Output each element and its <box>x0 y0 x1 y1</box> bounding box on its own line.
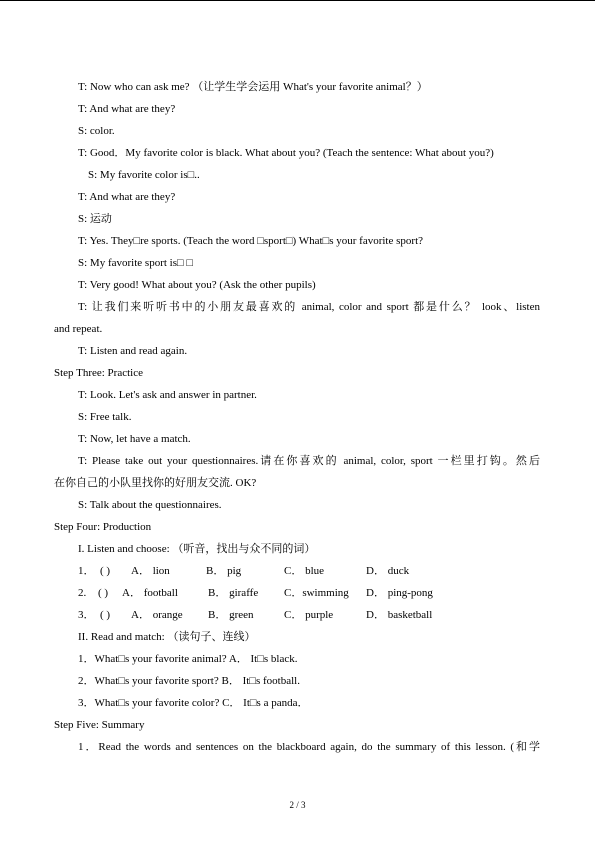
summary-line: 1．Read the words and sentences on the blackboard again, do the summary of this lesson. (和学 <box>78 741 540 753</box>
option-d: D． duck <box>366 565 410 577</box>
option-a: A． orange <box>131 609 183 621</box>
dialogue-line: S: My favorite sport is□ □ <box>78 257 194 269</box>
dialogue-line: T: Very good! What about you? (Ask the other pupils) <box>78 279 316 291</box>
dialogue-line: T: Good．My favorite color is black. What about you? (Teach the sentence: What about you?) <box>78 147 494 159</box>
dialogue-line: T: And what are they? <box>78 191 176 203</box>
dialogue-line: T: Now, let have a match. <box>78 433 191 445</box>
option-c: C． purple <box>284 609 334 621</box>
option-d: D． ping-pong <box>366 587 433 599</box>
option-d: D． basketball <box>366 609 433 621</box>
dialogue-line: T: And what are they? <box>78 103 176 115</box>
top-border-line <box>0 0 595 1</box>
option-b: B． pig <box>206 565 242 577</box>
dialogue-line: S: Talk about the questionnaires. <box>78 499 222 511</box>
dialogue-line: T: Now who can ask me? （让学生学会运用 What's your favorite animal？） <box>78 81 428 93</box>
dialogue-line: T: Please take out your questionnaires.请在你喜欢的 animal, color, sport 一栏里打钩。然后 <box>78 455 540 467</box>
answer-blank: ( ) <box>100 609 111 621</box>
option-b: B． green <box>208 609 254 621</box>
step-heading: Step Five: Summary <box>54 719 145 731</box>
page-number: 2 / 3 <box>289 800 306 810</box>
step-heading: Step Four: Production <box>54 521 152 533</box>
dialogue-line: S: 运动 <box>78 213 112 225</box>
dialogue-line: S: Free talk. <box>78 411 132 423</box>
question-number: 1． <box>78 565 95 577</box>
option-a: A． football <box>122 587 178 599</box>
match-item: 3．What□s your favorite color? C． It□s a panda． <box>78 697 309 709</box>
option-c: C． blue <box>284 565 325 577</box>
question-number: 2. <box>78 587 87 599</box>
dialogue-line: S: color. <box>78 125 115 137</box>
dialogue-line: T: Yes. They□re sports. (Teach the word □sport□) What□s your favorite sport? <box>78 235 424 247</box>
exercise-heading: I. Listen and choose: （听音，找出与众不同的词） <box>78 543 316 555</box>
step-heading: Step Three: Practice <box>54 367 143 379</box>
dialogue-line: and repeat. <box>54 323 103 335</box>
match-item: 2．What□s your favorite sport? B． It□s football. <box>78 675 300 687</box>
dialogue-line: S: My favorite color is□.. <box>88 169 200 181</box>
dialogue-line: T: 让我们来听听书中的小朋友最喜欢的 animal, color and sport 都是什么？ look、listen <box>78 301 540 313</box>
question-number: 3． <box>78 609 95 621</box>
dialogue-line: 在你自己的小队里找你的好朋友交流. OK? <box>54 477 257 489</box>
answer-blank: ( ) <box>100 565 111 577</box>
answer-blank: ( ) <box>98 587 109 599</box>
dialogue-line: T: Listen and read again. <box>78 345 188 357</box>
option-a: A． lion <box>131 565 170 577</box>
match-item: 1．What□s your favorite animal? A． It□s black. <box>78 653 298 665</box>
option-c: C．swimming <box>284 587 349 599</box>
dialogue-line: T: Look. Let's ask and answer in partner. <box>78 389 257 401</box>
exercise-heading: II. Read and match: （读句子、连线） <box>78 631 256 643</box>
option-b: B． giraffe <box>208 587 259 599</box>
